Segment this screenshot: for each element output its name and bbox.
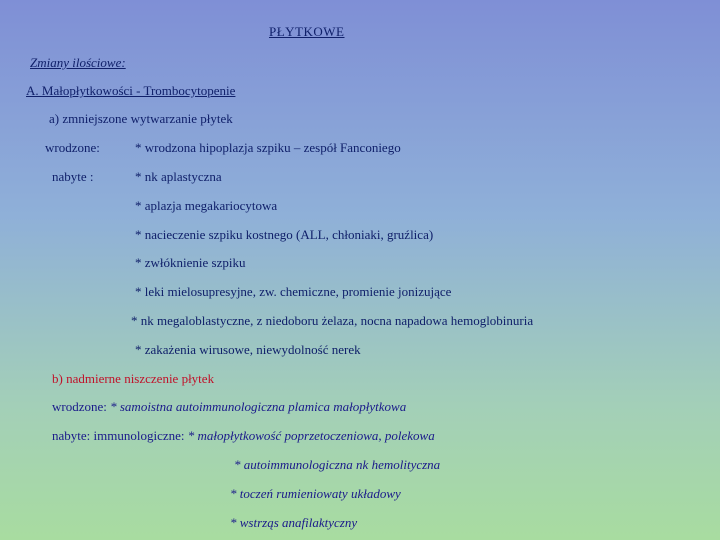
acquired-item: * nacieczenie szpiku kostnego (ALL, chłoniaki, gruźlica) [135,227,434,242]
section-a-heading: A. Małopłytkowości - Trombocytopenie [26,83,236,98]
b-congenital-line [52,399,406,415]
heading-quantitative-changes: Zmiany ilościowe: [30,55,126,70]
subsection-a-heading: a) zmniejszone wytwarzanie płytek [49,111,233,126]
subsection-b-heading: b) nadmierne niszczenie płytek [52,371,215,386]
b-acquired-label: nabyte: immunologiczne: [52,428,188,443]
acquired-item: * zwłóknienie szpiku [135,255,246,270]
b-acquired-item: * wstrząs anafilaktyczny [230,515,358,530]
b-acquired-item: * autoimmunologiczna nk hemolityczna [234,457,441,472]
b-acquired-item: * toczeń rumieniowaty układowy [230,486,401,501]
acquired-item: * nk megaloblastyczne, z niedoboru żelaza, nocna napadowa hemoglobinuria [131,313,534,328]
b-congenital-item: * samoistna autoimmunologiczna plamica małopłytkowa [110,399,407,414]
slide-title: PŁYTKOWE [269,24,345,39]
congenital-label: wrodzone: [45,140,100,155]
b-acquired-item: * małopłytkowość poprzetoczeniowa, polekowa [187,428,435,443]
acquired-label: nabyte : [52,169,94,184]
acquired-item: * leki mielosupresyjne, zw. chemiczne, promienie jonizujące [135,284,452,299]
congenital-item: * wrodzona hipoplazja szpiku – zespół Fanconiego [135,140,401,155]
acquired-item: * aplazja megakariocytowa [135,198,278,213]
b-congenital-label: wrodzone: [52,399,111,414]
acquired-item: * nk aplastyczna [135,169,222,184]
acquired-item: * zakażenia wirusowe, niewydolność nerek [135,342,361,357]
b-acquired-line [52,428,435,444]
